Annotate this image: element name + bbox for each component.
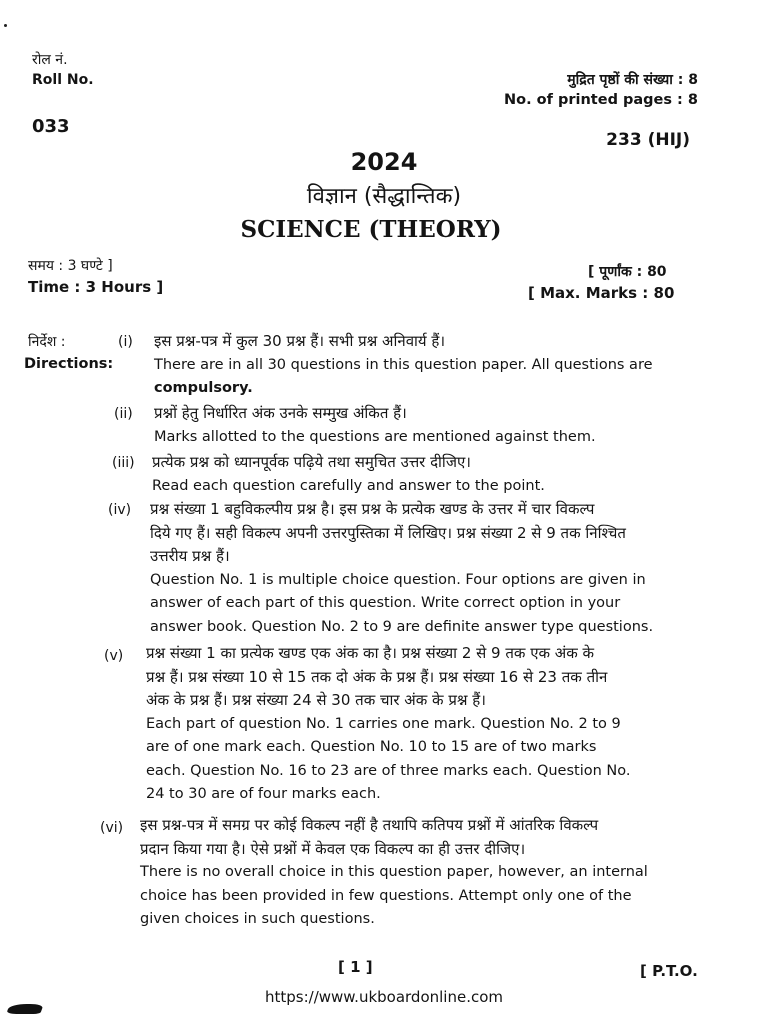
direction-text: Marks allotted to the questions are mentioned against them. xyxy=(154,428,596,445)
direction-text: There is no overall choice in this question paper, however, an internal xyxy=(140,864,648,880)
paper-code: 233 (HIJ) xyxy=(606,130,690,150)
please-turn-over: [ P.T.O. xyxy=(640,962,698,980)
direction-text-hindi: प्रदान किया गया है। ऐसे प्रश्नों में केवल एक विकल्प का ही उत्तर दीजिए। xyxy=(140,839,526,858)
direction-item xyxy=(154,330,653,401)
direction-text-hindi: प्रश्न हैं। प्रश्न संख्या 10 से 15 तक दो अंक के प्रश्न हैं। प्रश्न संख्या 16 से 23 तक तीन xyxy=(146,667,608,686)
direction-text-hindi: प्रत्येक प्रश्न को ध्यानपूर्वक पढ़िये तथा समुचित उत्तर दीजिए। xyxy=(152,453,471,471)
direction-text: choice has been provided in few questions. Attempt only one of the xyxy=(140,887,632,904)
direction-text: each. Question No. 16 to 23 are of three marks each. Question No. xyxy=(146,762,631,779)
direction-text: answer of each part of this question. Write correct option in your xyxy=(150,595,621,611)
direction-text: are of one mark each. Question No. 10 to 15 are of two marks xyxy=(146,739,597,755)
direction-text: answer book. Question No. 2 to 9 are definite answer type questions. xyxy=(150,618,654,635)
direction-text-hindi: प्रश्न संख्या 1 बहुविकल्पीय प्रश्न है। इस प्रश्न के प्रत्येक खण्ड के उत्तर में चार विकल्प xyxy=(150,500,595,518)
direction-text-hindi: इस प्रश्न-पत्र में कुल 30 प्रश्न हैं। सभी प्रश्न अनिवार्य हैं। xyxy=(154,332,446,350)
scan-speck xyxy=(4,24,7,27)
max-marks: [ Max. Marks : 80 xyxy=(528,284,675,302)
direction-text: There are in all 30 questions in this question paper. All questions are xyxy=(154,356,653,373)
scan-smudge xyxy=(6,1004,44,1014)
direction-text: 24 to 30 are of four marks each. xyxy=(146,786,381,802)
direction-text: Question No. 1 is multiple choice question. Four options are given in xyxy=(150,571,646,588)
direction-text-hindi: प्रश्नों हेतु निर्धारित अंक उनके सम्मुख अंकित हैं। xyxy=(154,404,407,422)
page-number: [ 1 ] xyxy=(338,958,373,976)
subject-code: 033 xyxy=(32,116,70,137)
roll-number-label: Roll No. xyxy=(32,72,94,88)
subject-title-hindi: विज्ञान (सैद्धान्तिक) xyxy=(306,184,462,209)
time-label-hindi: समय : 3 घण्टे ] xyxy=(28,258,113,274)
directions-label-hindi: निर्देश : xyxy=(28,334,66,350)
direction-number: (iii) xyxy=(112,455,135,471)
roll-number-label-hindi: रोल नं. xyxy=(32,52,68,68)
direction-number: (vi) xyxy=(100,820,124,836)
directions-label: Directions: xyxy=(24,356,114,372)
max-marks-hindi: [ पूर्णांक : 80 xyxy=(588,264,667,280)
direction-number: (v) xyxy=(104,648,124,664)
direction-item xyxy=(150,498,653,639)
direction-text: compulsory. xyxy=(154,380,253,396)
direction-item xyxy=(152,451,545,498)
direction-number: (i) xyxy=(118,334,133,350)
printed-pages: No. of printed pages : 8 xyxy=(504,92,698,108)
direction-number: (iv) xyxy=(108,502,132,518)
direction-item xyxy=(146,642,630,807)
direction-text: Each part of question No. 1 carries one mark. Question No. 2 to 9 xyxy=(146,715,621,732)
direction-text-hindi: इस प्रश्न-पत्र में समग्र पर कोई विकल्प नहीं है तथापि कतिपय प्रश्नों में आंतरिक विकल्प xyxy=(140,816,599,834)
direction-text-hindi: दिये गए हैं। सही विकल्प अपनी उत्तरपुस्तिका में लिखिए। प्रश्न संख्या 2 से 9 तक निश्चित xyxy=(150,523,626,542)
direction-text-hindi: प्रश्न संख्या 1 का प्रत्येक खण्ड एक अंक का है। प्रश्न संख्या 2 से 9 तक एक अंक के xyxy=(146,644,595,662)
direction-text: given choices in such questions. xyxy=(140,911,375,927)
time-label: Time : 3 Hours ] xyxy=(28,278,164,296)
source-url: https://www.ukboardonline.com xyxy=(264,988,504,1006)
printed-pages-hindi: मुद्रित पृष्ठों की संख्या : 8 xyxy=(567,72,698,88)
direction-text: Read each question carefully and answer to the point. xyxy=(152,477,545,494)
direction-text-hindi: अंक के प्रश्न हैं। प्रश्न संख्या 24 से 30 तक चार अंक के प्रश्न हैं। xyxy=(146,691,486,709)
exam-year: 2024 xyxy=(350,148,418,176)
direction-item xyxy=(140,814,648,932)
direction-item xyxy=(154,402,596,449)
subject-title: SCIENCE (THEORY) xyxy=(240,216,502,243)
direction-text-hindi: उत्तरीय प्रश्न हैं। xyxy=(150,547,230,565)
direction-number: (ii) xyxy=(114,406,133,422)
